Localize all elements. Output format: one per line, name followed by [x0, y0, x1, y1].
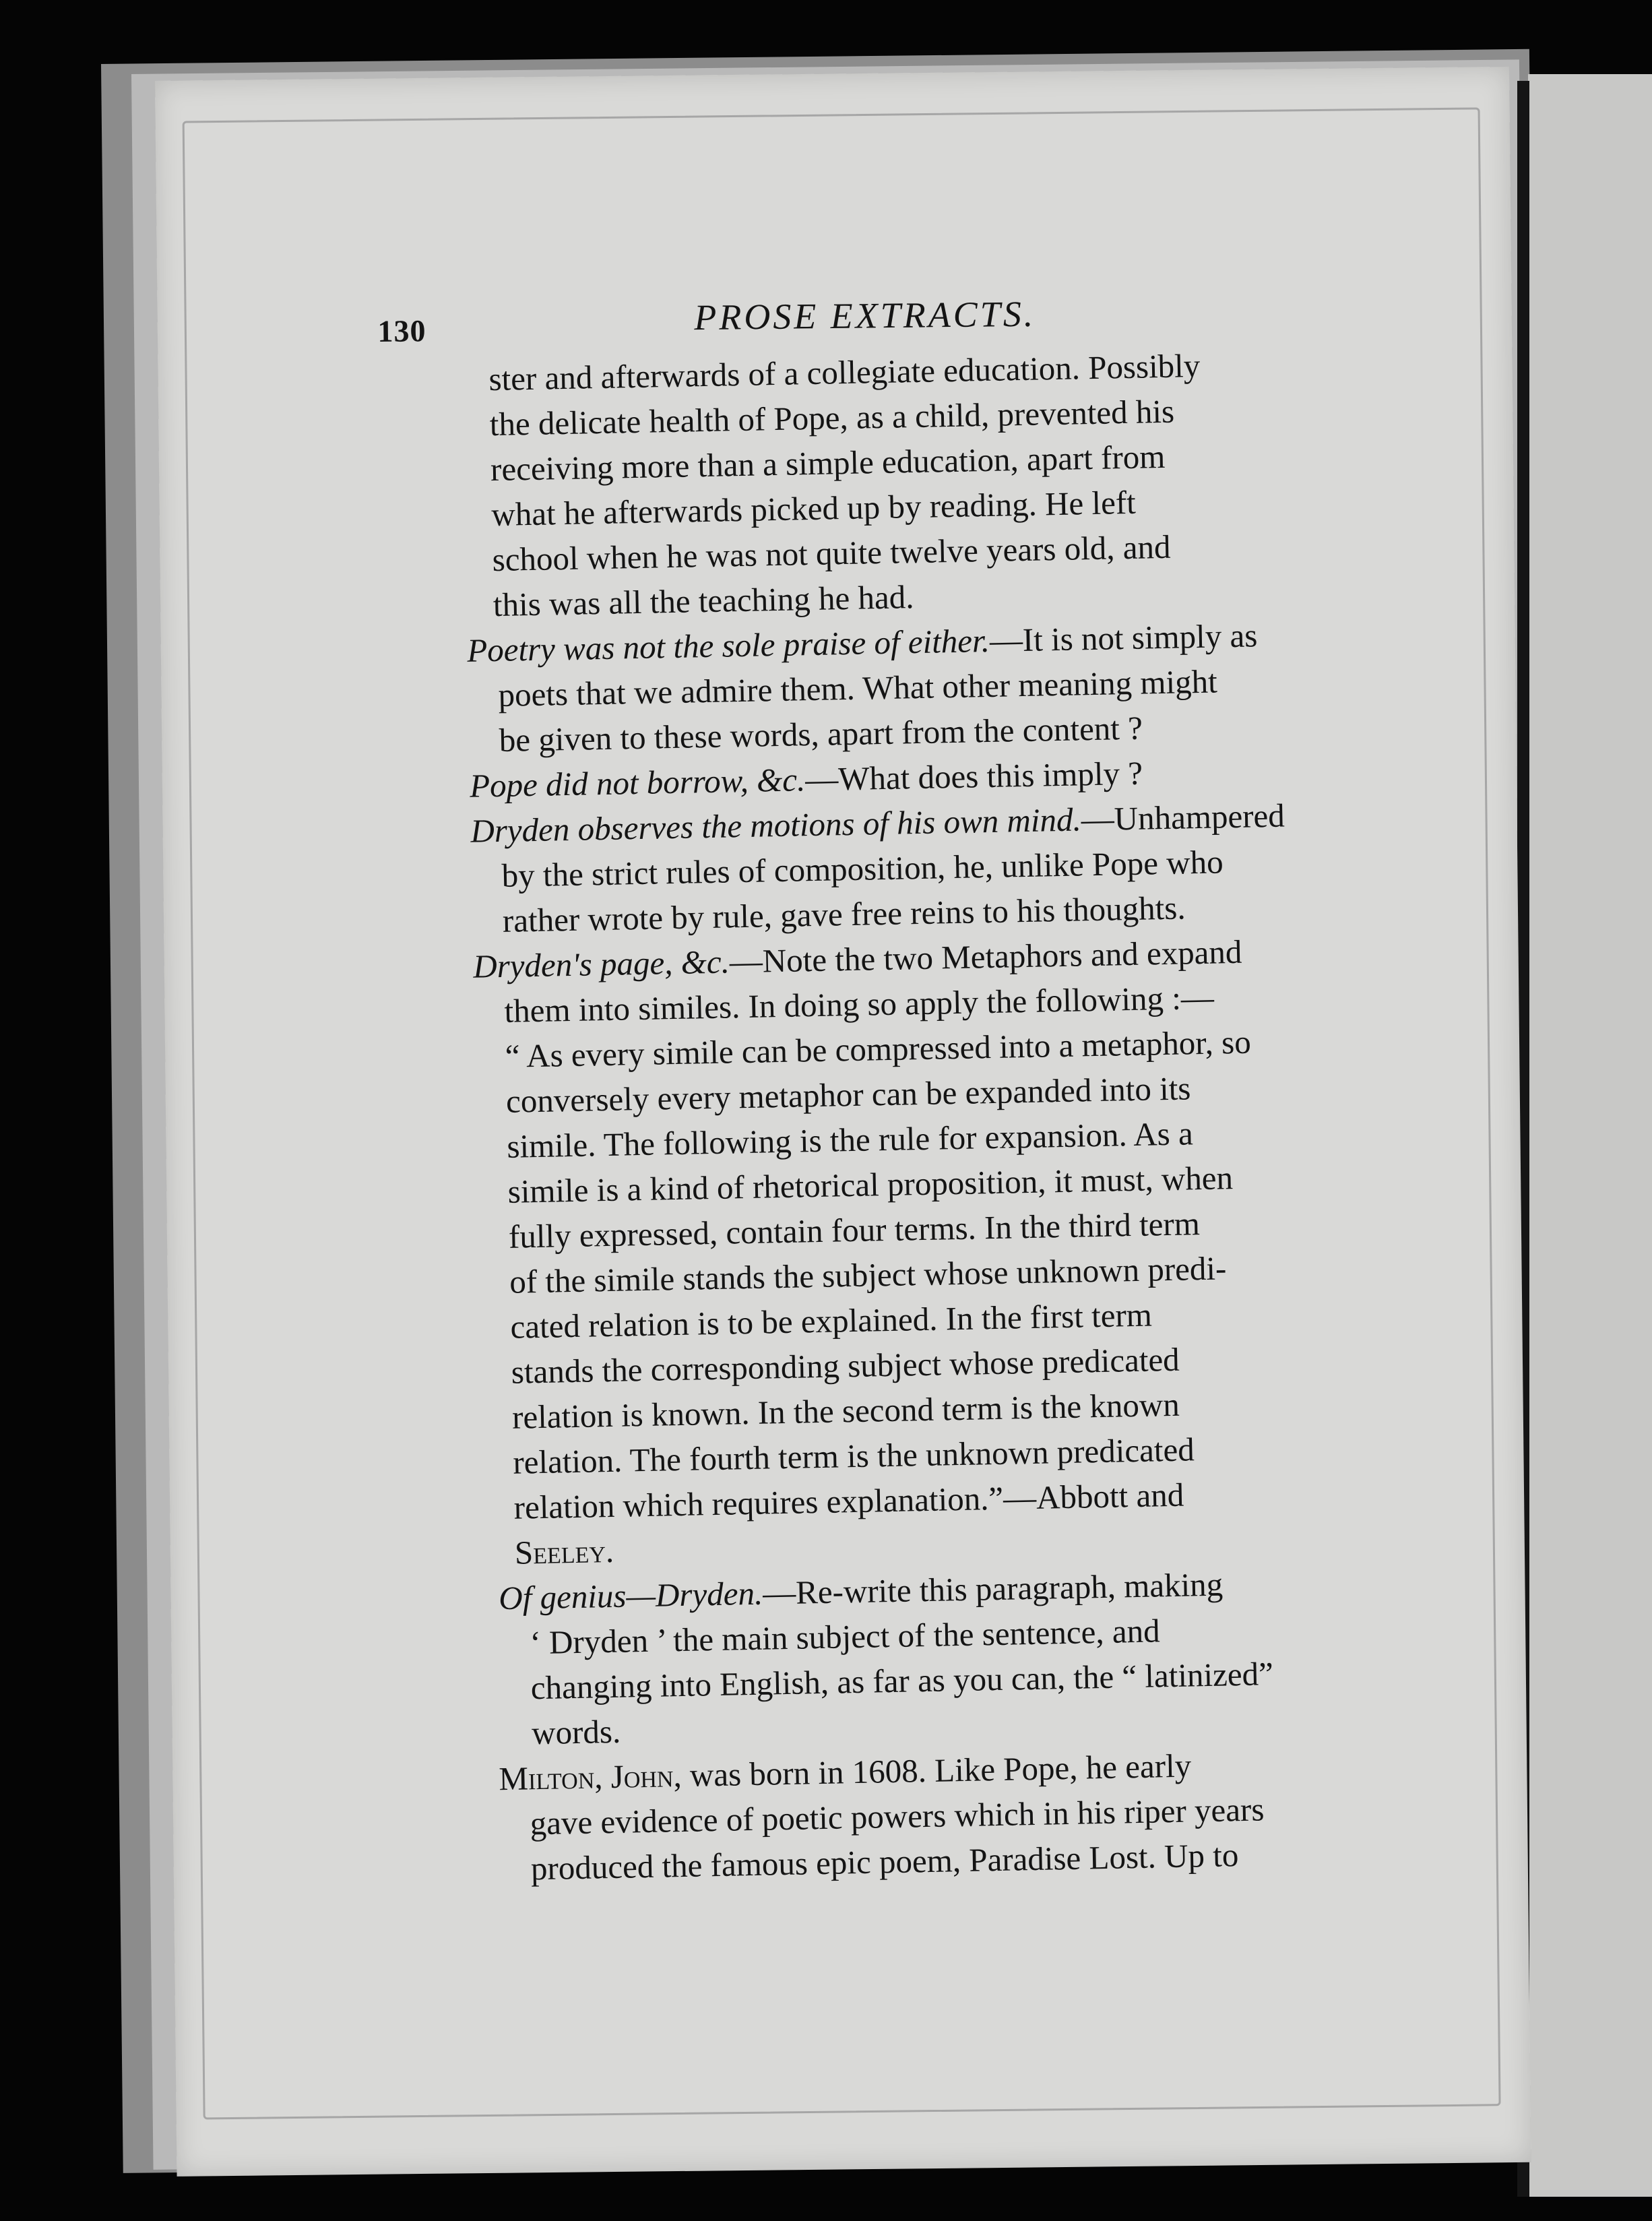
page-body [108, 338, 1464, 1898]
text-line: changing into English, as far as you can, the “ latinized” [530, 1655, 1274, 1707]
note-lemma: Poetry was not the sole praise of either. [466, 621, 990, 669]
text-line: fully expressed, contain four terms. In the third term [508, 1205, 1201, 1255]
facing-page-edge [1528, 74, 1652, 2197]
text-line: was born in 1608. Like Pope, he early [681, 1747, 1192, 1794]
text-line: “ As every simile can be compressed into a metaphor, so [505, 1023, 1252, 1075]
text-line: relation is known. In the second term is the known [511, 1385, 1180, 1436]
note-genius [131, 1557, 1462, 1763]
text-line: receiving more than a simple education, apart from [490, 437, 1166, 489]
text-line: gave evidence of poetic powers which in his riper years [530, 1790, 1265, 1842]
abbott-seeley-quote [121, 1015, 1458, 1583]
text-line: cated relation is to be explained. In the first term [510, 1296, 1153, 1346]
note-lemma: Pope did not borrow, &c. [469, 761, 806, 805]
page-title: PROSE EXTRACTS. [693, 293, 1036, 338]
entry-name: Milton, John, [498, 1757, 682, 1798]
text-line: —Unhampered [1081, 796, 1285, 838]
intro-paragraph [108, 338, 1440, 635]
note-lemma: Dryden observes the motions of his own mind. [470, 801, 1082, 850]
text-line: what he afterwards picked up by reading. He left [490, 483, 1137, 534]
text-line: words. [531, 1712, 621, 1752]
text-line: —Re-write this paragraph, making [762, 1565, 1224, 1612]
text-line: ‘ Dryden ’ the main subject of the sentence, and [530, 1612, 1161, 1662]
text-line: conversely every metaphor can be expanded into its [505, 1069, 1191, 1120]
text-line: relation. The fourth term is the unknown predicated [512, 1431, 1195, 1481]
note-lemma: Dryden's page, &c. [472, 943, 730, 985]
text-line: them into similes. In doing so apply the following :— [504, 978, 1215, 1030]
text-line: this was all the teaching he had. [493, 578, 914, 624]
text-line: —What does this imply ? [804, 754, 1143, 799]
text-line: simile. The following is the rule for expansion. As a [506, 1115, 1194, 1165]
text-line: be given to these words, apart from the content ? [499, 709, 1143, 759]
text-line: relation which requires explanation.”—Abbott and [513, 1476, 1184, 1526]
text-line: the delicate health of Pope, as a child, prevented his [489, 392, 1175, 443]
milton-entry [135, 1738, 1464, 1899]
text-line: stands the corresponding subject whose predicated [511, 1340, 1180, 1391]
text-line: of the simile stands the subject whose unknown predi- [509, 1249, 1227, 1301]
text-line: poets that we admire them. What other meaning might [498, 662, 1218, 714]
text-line: ster and afterwards of a collegiate education. Possibly [488, 346, 1201, 398]
text-line: simile is a kind of rhetorical proposition, it must, when [507, 1159, 1234, 1210]
text-line: rather wrote by rule, gave free reins to his thoughts. [502, 889, 1186, 939]
text-line: by the strict rules of composition, he, unlike Pope who [501, 843, 1224, 894]
text-line: —Note the two Metaphors and expand [729, 933, 1242, 980]
text-line: Seeley. [514, 1532, 614, 1571]
note-lemma: Of genius—Dryden. [498, 1574, 763, 1617]
text-line: —It is not simply as [989, 617, 1258, 659]
note-poetry [113, 609, 1442, 770]
note-dryden-mind [117, 790, 1446, 951]
page-number: 130 [377, 313, 426, 348]
text-line: produced the famous epic poem, Paradise Lost. Up to [530, 1836, 1239, 1887]
text-line: school when he was not quite twelve years old, and [492, 528, 1171, 579]
